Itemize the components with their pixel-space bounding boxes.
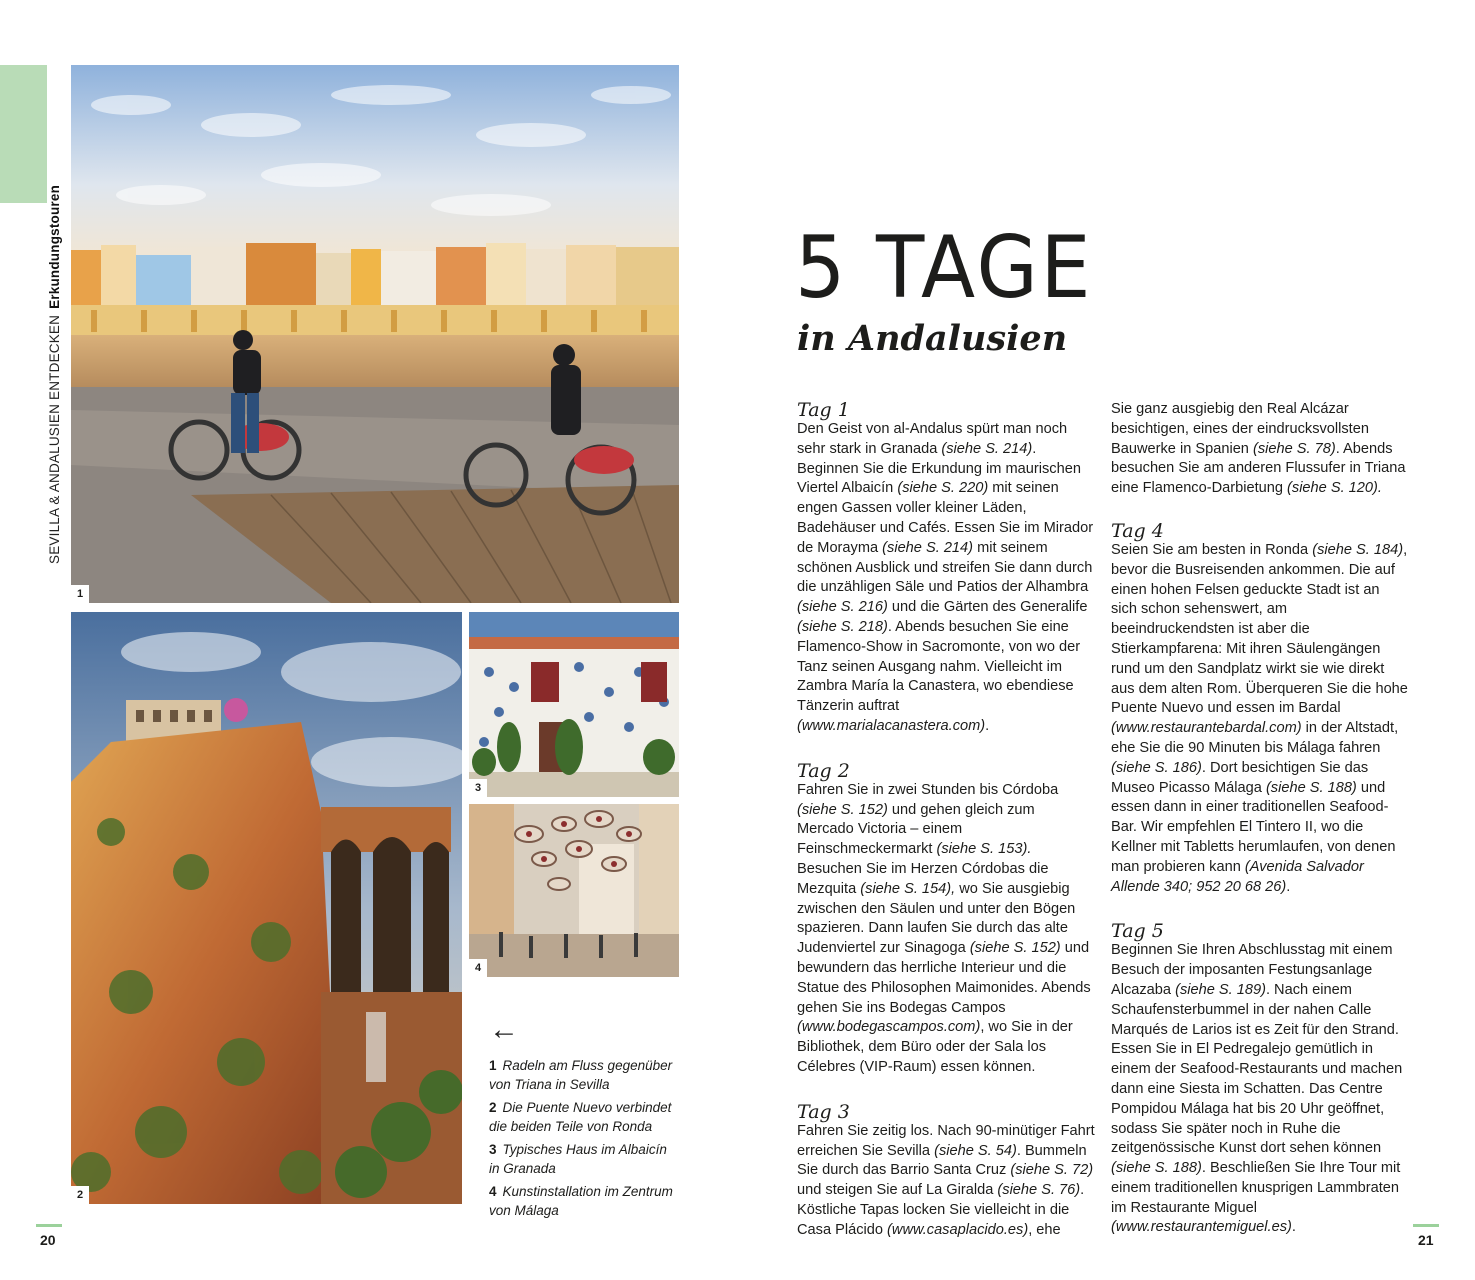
page-number-left: 20 [40, 1232, 56, 1248]
caption-1: 1 Radeln am Fluss gegenüber von Triana in Sevilla [489, 1058, 673, 1092]
page-title: 5 TAGE [795, 218, 1094, 318]
body-text: . Nach einem Schaufensterbummel in der nahen Calle Marqués de Larios ist es Zeit für den Strand. Essen Sie in El Pedregalejo gemütlich in einem der Seafood-Restaurants und machen dann eine Siesta im Schatten. Das Centre Pompidou Málaga hat bis 20 Uhr geöffnet, sodass Sie später noch in Ruhe die zeitgenössische Kunst dort sehen können [1111, 981, 1403, 1157]
section-tab [0, 65, 47, 203]
body-text: , ehe [1028, 1221, 1061, 1238]
reference-text: (siehe S. 216) [797, 599, 888, 616]
reference-text: (siehe S. 214) [882, 539, 974, 556]
photo-cyclists-sevilla [71, 65, 679, 603]
day-4-heading: Tag 4 [1111, 519, 1164, 542]
caption-3: 3 Typisches Haus im Albaicín in Granada [489, 1142, 667, 1176]
body-text: mit seinen engen Gassen voller kleiner Läden, Badehäuser und Cafés. Essen Sie im Mirador de Morayma [797, 480, 1094, 556]
reference-text: (www.restaurantebardal.com) [1111, 720, 1302, 737]
side-label [47, 185, 63, 564]
day-3-text-continued [1111, 400, 1409, 499]
reference-text: (siehe S. 54) [934, 1142, 1017, 1159]
reference-text: (siehe S. 78) [1252, 440, 1336, 457]
body-text: und essen dann in einer traditionellen Seafood-Bar. Wir empfehlen El Tintero II, wo die Kellner mit Tabletts herumlaufen, von denen man probieren kann [1111, 779, 1396, 875]
body-text: Den Geist von al-Andalus spürt man noch sehr stark in Granada [797, 421, 1068, 457]
body-text: Fahren Sie zeitig los. Nach 90-minütiger Fahrt erreichen Sie Sevilla [797, 1122, 1095, 1159]
reference-text: (www.restaurantemiguel.es) [1111, 1219, 1292, 1236]
photo-malaga-installation [469, 804, 679, 977]
page-marker-right [1413, 1224, 1439, 1227]
body-text: und steigen Sie auf La Giralda [797, 1182, 998, 1199]
caption-2: 2 Die Puente Nuevo verbindet die beiden Teile von Ronda [489, 1100, 672, 1134]
page-marker-left [36, 1224, 62, 1227]
body-text: mit seinem schönen Ausblick und streifen Sie dann durch die unzähligen Säle und Patios der Alhambra [797, 539, 1093, 596]
reference-text: (siehe S. 188) [1265, 779, 1357, 796]
day-2-heading: Tag 2 [797, 759, 850, 782]
caption-4: 4 Kunstinstallation im Zentrum von Málaga [489, 1184, 673, 1218]
day-1-text [797, 420, 1095, 737]
day-4-text [1111, 541, 1409, 897]
body-text: Sie ganz ausgiebig den Real Alcázar besichtigen, eines der eindrucksvollsten Bauwerke in Spanien [1111, 401, 1369, 457]
body-text: in der Altstadt, ehe Sie die 90 Minuten bis Málaga fahren [1111, 720, 1399, 756]
reference-text: (www.marialacanastera.com) [797, 717, 986, 734]
reference-text: (siehe S. 154), [860, 880, 956, 897]
body-text: Fahren Sie in zwei Stunden bis Córdoba [797, 781, 1059, 798]
photo-albaicin-house [469, 612, 679, 797]
section-label: Erkundungstouren [47, 184, 62, 309]
body-text: und gehen gleich zum Mercado Victoria – einem Feinschmeckermarkt [797, 801, 1035, 858]
reference-text: (siehe S. 153). [936, 841, 1032, 858]
body-text: . Beschließen Sie Ihre Tour mit einem traditionellen knusprigen Lammbraten im Restaurante Miguel [1111, 1160, 1401, 1216]
body-text: . Abends besuchen Sie am anderen Flussufer in Triana eine Flamenco-Darbietung [1111, 440, 1406, 497]
photo-ronda [71, 612, 462, 1204]
reference-text: (siehe S. 220) [897, 480, 989, 497]
reference-text: (siehe S. 214) [941, 440, 1033, 457]
body-text: Seien Sie am besten in Ronda [1111, 541, 1313, 558]
reference-text: (siehe S. 184) [1312, 541, 1404, 558]
body-text: Besuchen Sie im Herzen Córdobas die Mezquita [797, 860, 1049, 897]
reference-text: (siehe S. 186) [1111, 759, 1202, 776]
reference-text: (www.casaplacido.es) [887, 1221, 1029, 1238]
body-text: und die Gärten des Generalife [887, 599, 1088, 616]
day-3-heading: Tag 3 [797, 1100, 850, 1123]
reference-text: (siehe S. 120). [1287, 480, 1382, 497]
page-number-right: 21 [1418, 1232, 1434, 1248]
text-column-right [1111, 400, 1409, 1262]
photo-number-2: 2 [71, 1186, 89, 1204]
body-text: , wo Sie in der Bibliothek, dem Büro oder der Sala los Célebres (VIP-Raum) essen können. [797, 1019, 1073, 1075]
photo-number-1: 1 [71, 585, 89, 603]
day-5-heading: Tag 5 [1111, 920, 1164, 943]
chapter-label: SEVILLA & ANDALUSIEN ENTDECKEN [47, 314, 62, 564]
reference-text: (siehe S. 72) [1010, 1162, 1094, 1179]
body-text: . [1286, 878, 1291, 895]
body-text: . [985, 717, 990, 734]
reference-text: (siehe S. 76) [997, 1182, 1081, 1199]
body-text: . Bummeln Sie durch das Barrio Santa Cruz [797, 1142, 1087, 1179]
reference-text: (www.bodegascampos.com) [797, 1019, 981, 1036]
day-5-text [1111, 941, 1409, 1238]
body-text: wo Sie ausgiebig zwischen den Säulen und unter den Bögen spazieren. Dann laufen Sie durch das alte Judenviertel zur Sinagoga [797, 880, 1076, 957]
body-text: , bevor die Busreisenden ankommen. Die auf einen hohen Felsen geduckte Stadt ist an sich schon sehenswert, am beeindruckendsten ist aber die Stierkampfarena: Mit ihren Säulengängen rund um den Sandplatz wirkt sie wie direkt aus dem alten Rom. Überqueren Sie die hohe Puente Nuevo und essen im Bardal [1111, 541, 1408, 717]
photo-captions [489, 1015, 679, 1225]
text-column-left [797, 400, 1095, 1264]
day-3-text [797, 1122, 1095, 1241]
body-text: Beginnen Sie Ihren Abschlusstag mit einem Besuch der imposanten Festungsanlage Alcazaba [1111, 942, 1393, 998]
photo-number-3: 3 [469, 779, 487, 797]
body-text: und bewundern das herrliche Interieur und die Statue des Philosophen Maimonides. Abends gehen Sie ins Bodegas Campos [797, 940, 1091, 1016]
body-text: . Beginnen Sie die Erkundung im maurischen Viertel Albaicín [797, 440, 1081, 497]
arrow-left-icon: ← [489, 1013, 519, 1046]
reference-text: (siehe S. 152) [797, 801, 888, 818]
body-text: . Köstliche Tapas locken Sie vielleicht in die Casa Plácido [797, 1182, 1085, 1238]
reference-text: (siehe S. 188) [1111, 1160, 1202, 1177]
photo-number-4: 4 [469, 959, 487, 977]
day-2-text [797, 781, 1095, 1078]
reference-text: (siehe S. 189) [1175, 981, 1266, 998]
reference-text: (siehe S. 152) [969, 940, 1061, 957]
reference-text: (siehe S. 218) [797, 618, 888, 635]
body-text: . [1291, 1219, 1296, 1236]
reference-text: (Avenida Salvador Allende 340; 952 20 68 26) [1111, 858, 1364, 895]
body-text: . Abends besuchen Sie eine Flamenco-Show in Sacromonte, von wo der Tanz seinen Ausgang nahm. Vielleicht im Zambra María la Canastera, wo ebendiese Tänzerin auftrat [797, 618, 1081, 715]
page-subtitle: in Andalusien [797, 318, 1068, 359]
day-1-heading: Tag 1 [797, 399, 850, 421]
body-text: . Dort besichtigen Sie das Museo Picasso Málaga [1111, 759, 1369, 796]
